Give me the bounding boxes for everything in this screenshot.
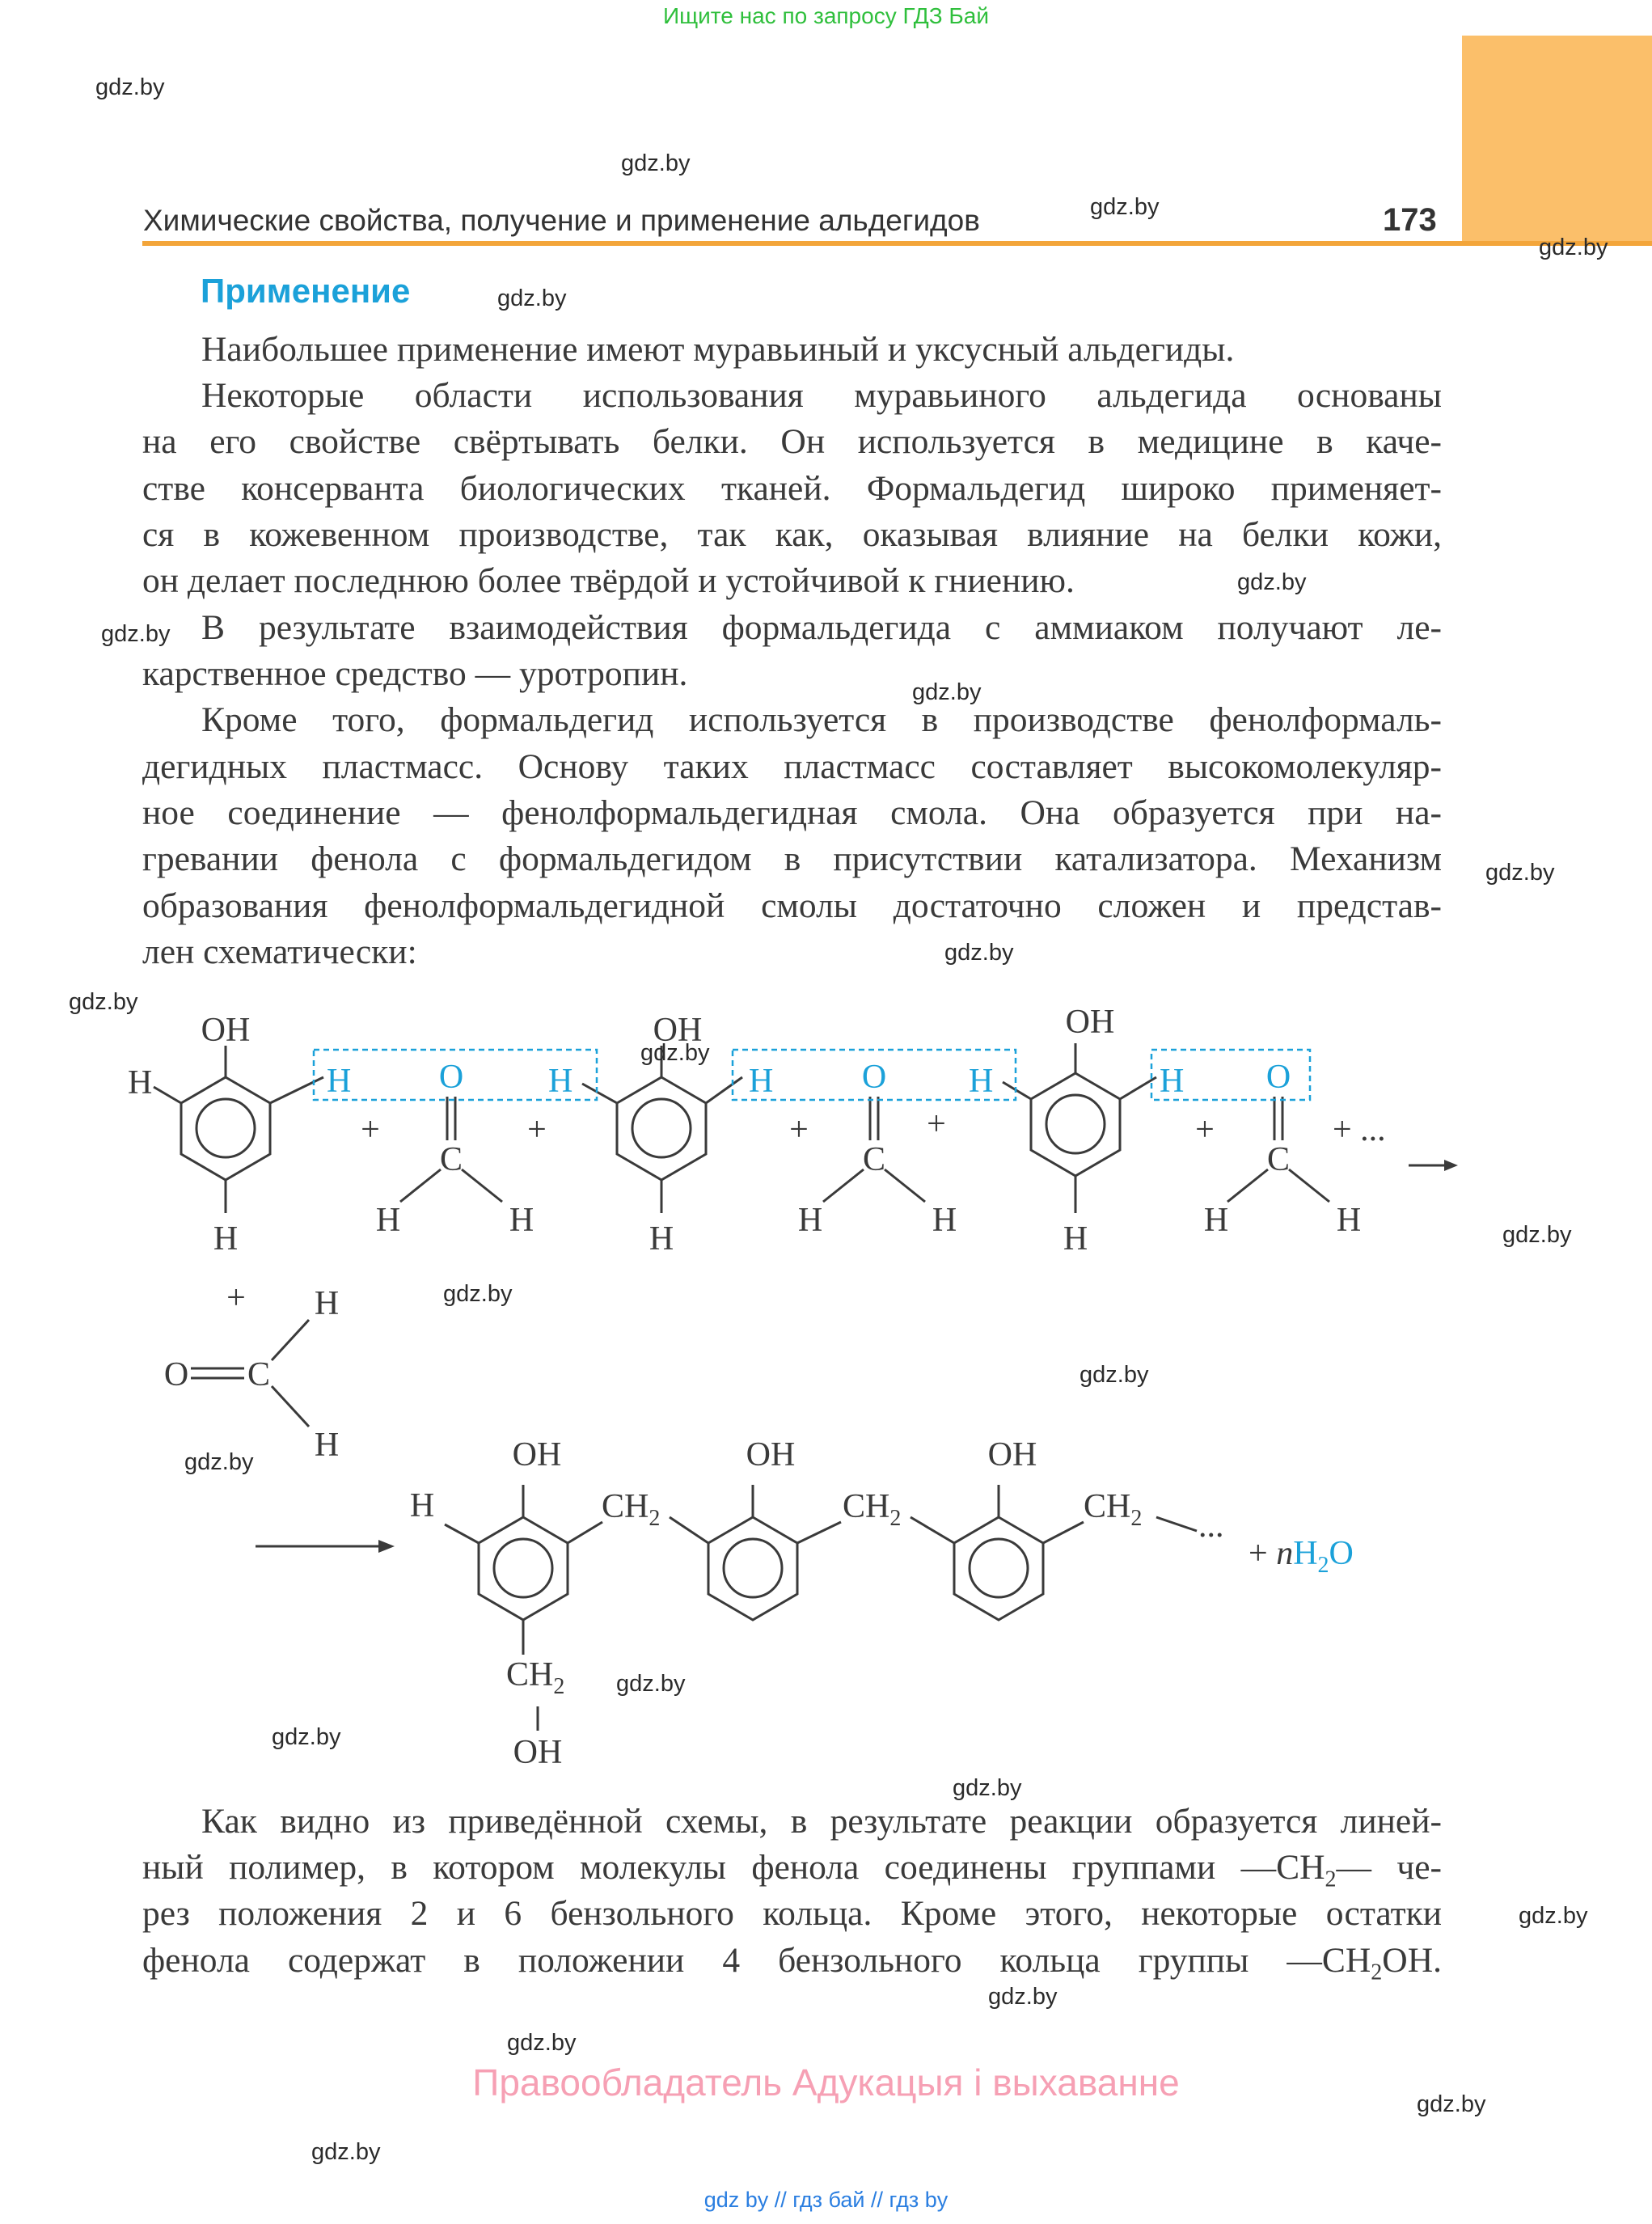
watermark: gdz.by xyxy=(944,940,1014,966)
ring-circle xyxy=(1046,1095,1105,1153)
subscript: 2 xyxy=(889,1506,902,1531)
text-line: гревании фенола с формальдегидом в присутствии катализатора. Механизм xyxy=(142,839,1442,878)
subscript: 2 xyxy=(1371,1960,1383,1985)
benzene-ring xyxy=(479,1517,568,1620)
subscript: 2 xyxy=(649,1506,661,1531)
atom-o: O xyxy=(163,1356,189,1393)
watermark: gdz.by xyxy=(1080,1362,1149,1388)
atom-oh: OH xyxy=(987,1436,1037,1474)
water-n: n xyxy=(1276,1535,1294,1572)
atom-c: C xyxy=(439,1141,463,1178)
water-o: O xyxy=(1329,1535,1354,1572)
footer-links[interactable]: gdz by // гдз бай // гдз by xyxy=(703,2188,949,2212)
atom-oh: OH xyxy=(513,1734,563,1771)
ring-circle xyxy=(494,1539,552,1597)
water-term xyxy=(1249,1535,1354,1578)
bond xyxy=(154,1087,181,1103)
atom-h: H xyxy=(375,1202,401,1239)
watermark: gdz.by xyxy=(497,285,567,311)
watermark: gdz.by xyxy=(953,1775,1022,1801)
bond xyxy=(1227,1169,1268,1202)
watermark: gdz.by xyxy=(621,150,691,176)
watermark: gdz.by xyxy=(1502,1222,1572,1248)
text-span: — че- xyxy=(1336,1848,1442,1887)
atom-h: H xyxy=(509,1202,534,1239)
group-ch2 xyxy=(1084,1488,1142,1531)
scheme-labels-row1 xyxy=(128,1004,1386,1258)
ch-text: CH xyxy=(506,1656,554,1693)
water-h: H xyxy=(1293,1535,1318,1572)
text-line: на его свойстве свёртывать белки. Он используется в медицине в каче- xyxy=(142,422,1442,461)
text-line: дегидных пластмасс. Основу таких пластмасс составляет высокомолекуляр- xyxy=(142,747,1442,786)
watermark: gdz.by xyxy=(95,74,165,100)
bond xyxy=(568,1522,602,1543)
bond xyxy=(823,1169,864,1202)
ch-text: CH xyxy=(1084,1488,1131,1525)
watermark: gdz.by xyxy=(1237,569,1307,595)
subscript: 2 xyxy=(1130,1506,1143,1531)
atom-oh: OH xyxy=(512,1436,562,1474)
bond xyxy=(797,1522,841,1543)
watermark: gdz.by xyxy=(507,2030,577,2056)
atom-o-highlight: O xyxy=(861,1059,887,1096)
subscript: 2 xyxy=(1325,1867,1337,1892)
atom-o-highlight: O xyxy=(1265,1059,1291,1096)
running-header-title: Химические свойства, получение и применение альдегидов xyxy=(143,204,980,237)
scheme-labels-formaldehyde xyxy=(164,1279,339,1464)
atom-c: C xyxy=(247,1356,271,1393)
plus-sign: + xyxy=(1195,1111,1215,1148)
top-banner[interactable]: Ищите нас по запросу ГДЗ Бай xyxy=(662,3,990,28)
text-span: фенола содержат в положении 4 бензольного кольца группы —CH xyxy=(142,1941,1371,1980)
benzene-ring xyxy=(181,1077,270,1180)
text-line: В результате взаимодействия формальдегида с аммиаком получают ле- xyxy=(201,608,1442,647)
ring-circle xyxy=(724,1539,782,1597)
bond xyxy=(272,1320,309,1360)
bond xyxy=(445,1524,479,1543)
water-plus: + xyxy=(1249,1535,1277,1572)
atom-oh: OH xyxy=(653,1012,703,1049)
bond xyxy=(885,1169,925,1202)
atom-oh: OH xyxy=(201,1012,251,1049)
plus-sign: + xyxy=(527,1111,547,1148)
atom-h: H xyxy=(649,1220,674,1258)
page-number: 173 xyxy=(1383,202,1437,238)
arrowhead xyxy=(378,1540,395,1553)
ring-circle xyxy=(632,1099,691,1157)
watermark: gdz.by xyxy=(988,1984,1058,2010)
atom-h: H xyxy=(314,1285,340,1322)
text-span: OH. xyxy=(1382,1941,1442,1980)
bond xyxy=(1289,1169,1329,1202)
atom-h-highlight: H xyxy=(969,1063,994,1100)
watermark: gdz.by xyxy=(1485,860,1555,886)
subscript: 2 xyxy=(553,1674,565,1699)
watermark: gdz.by xyxy=(184,1449,254,1475)
text-line: Кроме того, формальдегид используется в производстве фенолформаль- xyxy=(201,700,1442,739)
atom-c: C xyxy=(862,1141,886,1178)
bond xyxy=(400,1169,441,1202)
plus-sign: + xyxy=(226,1279,246,1317)
text-line: Некоторые области использования муравьиного альдегида основаны xyxy=(201,376,1442,415)
watermark: gdz.by xyxy=(443,1281,513,1307)
watermark: gdz.by xyxy=(1417,2091,1486,2117)
copyright-notice: Правообладатель Адукацыя і выхаванне xyxy=(472,2061,1180,2103)
atom-h: H xyxy=(213,1220,239,1258)
benzene-ring xyxy=(617,1077,706,1180)
atom-h: H xyxy=(932,1202,957,1239)
text-span: ный полимер, в котором молекулы фенола соединены группами —CH xyxy=(142,1848,1325,1887)
text-line: рез положения 2 и 6 бензольного кольца. Кроме этого, некоторые остатки xyxy=(142,1894,1442,1933)
text-line: ся в кожевенном производстве, так как, оказывая влияние на белки кожи, xyxy=(142,515,1442,554)
group-ch2 xyxy=(506,1656,564,1699)
bond xyxy=(462,1169,502,1202)
atom-h-highlight: H xyxy=(749,1063,774,1100)
plus-ellipsis: + ... xyxy=(1333,1111,1386,1148)
bond xyxy=(911,1517,954,1543)
text-line: Наибольшее применение имеют муравьиный и уксусный альдегиды. xyxy=(201,330,1235,369)
atom-oh: OH xyxy=(746,1436,796,1474)
ellipsis: ... xyxy=(1198,1507,1224,1545)
text-line: образования фенолформальдегидной смолы достаточно сложен и представ- xyxy=(142,886,1442,925)
bond xyxy=(670,1517,708,1543)
atom-h: H xyxy=(797,1202,823,1239)
text-line: лен схематически: xyxy=(142,932,417,971)
arrowhead xyxy=(1444,1160,1458,1171)
benzene-ring xyxy=(954,1517,1043,1620)
atom-o-highlight: O xyxy=(438,1059,464,1096)
group-ch2 xyxy=(843,1488,901,1531)
watermark: gdz.by xyxy=(912,679,982,705)
watermark: gdz.by xyxy=(1519,1903,1588,1929)
bond xyxy=(1043,1522,1084,1543)
plus-sign: + xyxy=(361,1111,380,1148)
bond xyxy=(1003,1082,1031,1099)
plus-sign: + xyxy=(927,1106,946,1143)
text-line: ное соединение — фенолформальдегидная смола. Она образуется при на- xyxy=(142,793,1442,832)
atom-oh: OH xyxy=(1065,1004,1115,1041)
atom-h-highlight: H xyxy=(327,1063,352,1100)
text-line: Как видно из приведённой схемы, в результате реакции образуется линей- xyxy=(201,1802,1442,1841)
text-line: он делает последнюю более твёрдой и устойчивой к гниению. xyxy=(142,561,1075,600)
atom-c: C xyxy=(1266,1141,1291,1178)
atom-h: H xyxy=(128,1064,153,1101)
atom-h-highlight: H xyxy=(1160,1063,1185,1100)
watermark: gdz.by xyxy=(69,989,138,1015)
watermark: gdz.by xyxy=(311,2139,381,2165)
group-ch2 xyxy=(602,1488,660,1531)
bond xyxy=(272,1386,309,1427)
ch-text: CH xyxy=(602,1488,649,1525)
bond xyxy=(1156,1517,1197,1531)
ring-circle xyxy=(970,1539,1028,1597)
benzene-ring xyxy=(708,1517,797,1620)
atom-h: H xyxy=(409,1487,435,1524)
watermark: gdz.by xyxy=(616,1671,686,1697)
benzene-ring xyxy=(1031,1073,1120,1176)
ch-text: CH xyxy=(843,1488,890,1525)
watermark: gdz.by xyxy=(272,1724,341,1750)
atom-h: H xyxy=(314,1427,340,1464)
watermark: gdz.by xyxy=(1539,235,1608,260)
water-subscript: 2 xyxy=(1317,1553,1329,1578)
atom-h: H xyxy=(1336,1202,1362,1239)
plus-sign: + xyxy=(789,1111,809,1148)
watermark: gdz.by xyxy=(640,1040,710,1066)
atom-h: H xyxy=(1063,1220,1088,1258)
section-title: Применение xyxy=(201,272,411,310)
watermark: gdz.by xyxy=(1090,194,1160,220)
watermark: gdz.by xyxy=(101,621,171,647)
atom-h-highlight: H xyxy=(548,1063,573,1100)
atom-h: H xyxy=(1203,1202,1229,1239)
ring-circle xyxy=(196,1099,255,1157)
text-line: стве консерванта биологических тканей. Формальдегид широко применяет- xyxy=(142,469,1442,508)
text-line: карственное средство — уротропин. xyxy=(142,654,688,693)
